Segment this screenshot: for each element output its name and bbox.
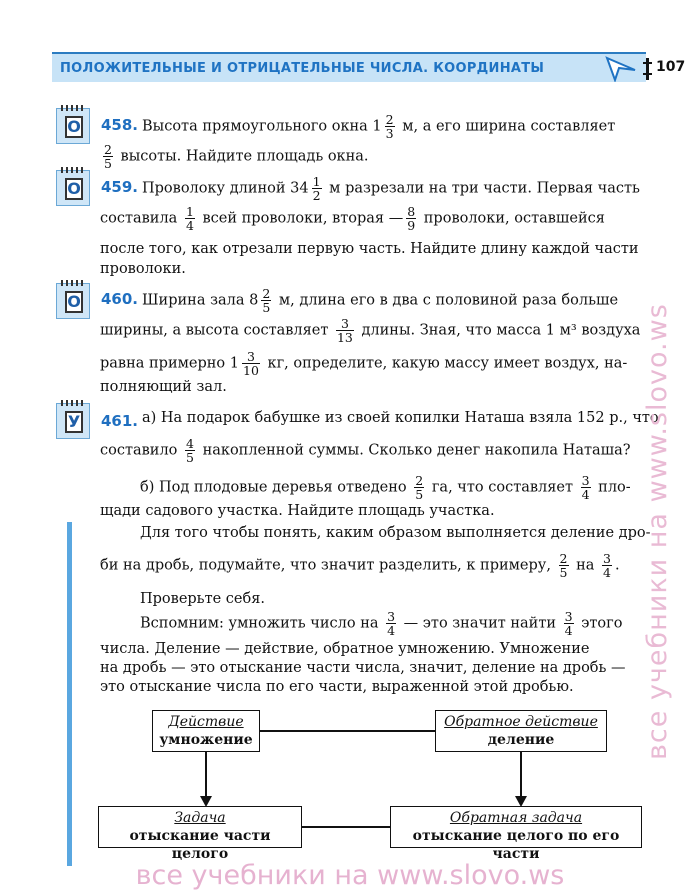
watermark-bottom: все учебники на www.slovo.ws xyxy=(135,860,565,891)
page-number: 107 xyxy=(656,59,686,75)
arrow-down-icon xyxy=(200,796,212,808)
sticker-letter: О xyxy=(65,116,83,138)
problem-line: щади садового участка. Найдите площадь участка. xyxy=(100,503,495,519)
problem-line: равна примерно 1 $\frac{3}{10}$ кг, определите, какую массу имеет воздух, на- xyxy=(100,349,628,378)
problem-line: б) Под плодовые деревья отведено $\frac{2}{5}$ га, что составляет $\frac{3}{4}$ пло- xyxy=(140,473,631,502)
diagram-box-action: Действие умножение xyxy=(152,710,260,752)
explanation-line: на дробь — это отыскание части числа, значит, деление на дробь — xyxy=(100,660,626,676)
sticker-icon xyxy=(56,108,90,144)
diagram-connector xyxy=(205,752,207,802)
diagram-connector xyxy=(520,752,522,802)
watermark-vertical: все учебники на www.slovo.ws xyxy=(642,303,673,760)
problem-line: а) На подарок бабушке из своей копилки Наташа взяла 152 р., что xyxy=(142,410,659,426)
diagram-connector xyxy=(260,730,435,732)
explanation-line: это отыскание числа по его части, выраженной этой дробью. xyxy=(100,679,574,695)
explanation-line: би на дробь, подумайте, что значит разделить, к примеру, $\frac{2}{5}$ на $\frac{3}{4}$ . xyxy=(100,551,620,580)
sticker-letter: О xyxy=(65,291,83,313)
problem-number: 459. xyxy=(101,178,139,196)
arrow-icon xyxy=(605,56,637,82)
arrow-down-icon xyxy=(515,796,527,808)
explanation-line: Для того чтобы понять, каким образом выполняется деление дро- xyxy=(140,525,651,541)
explanation-line: числа. Деление — действие, обратное умножению. Умножение xyxy=(100,641,590,657)
page-header xyxy=(52,52,686,82)
problem-line: Проволоку длиной 34 $\frac{1}{2}$ м разрезали на три части. Первая часть xyxy=(142,174,640,203)
problem-line: составило $\frac{4}{5}$ накопленной суммы. Сколько денег накопила Наташа? xyxy=(100,436,631,465)
problem-line: ширины, а высота составляет $\frac{3}{13}$ длины. Зная, что масса 1 м³ воздуха xyxy=(100,316,641,345)
problem-line: $\frac{2}{5}$ высоты. Найдите площадь окна. xyxy=(104,142,369,171)
sticker-letter: О xyxy=(65,178,83,200)
problem-line: проволоки. xyxy=(100,261,186,277)
diagram-box-task: Задача отыскание части целого xyxy=(98,806,302,848)
problem-number: 460. xyxy=(101,290,139,308)
diagram-box-inverse-task: Обратная задача отыскание целого по его части xyxy=(390,806,642,848)
sidebar-rule xyxy=(67,522,72,866)
sticker-icon xyxy=(56,403,90,439)
problem-line: составила $\frac{1}{4}$ всей проволоки, вторая — $\frac{8}{9}$ проволоки, оставшейся xyxy=(100,204,605,233)
problem-number: 461. xyxy=(101,412,139,430)
problem-line: Высота прямоугольного окна 1 $\frac{2}{3}$ м, а его ширина составляет xyxy=(142,112,616,141)
header-title: ПОЛОЖИТЕЛЬНЫЕ И ОТРИЦАТЕЛЬНЫЕ ЧИСЛА. КООРДИНАТЫ xyxy=(60,61,545,76)
sticker-icon xyxy=(56,170,90,206)
sticker-letter: У xyxy=(65,411,83,433)
problem-number: 458. xyxy=(101,116,139,134)
problem-line: Ширина зала 8 $\frac{2}{5}$ м, длина его в два с половиной раза больше xyxy=(142,286,619,315)
problem-line: полняющий зал. xyxy=(100,379,227,395)
explanation-line: Вспомним: умножить число на $\frac{3}{4}$ — это значит найти $\frac{3}{4}$ этого xyxy=(140,609,623,638)
diagram-connector xyxy=(302,826,390,828)
problem-line: после того, как отрезали первую часть. Найдите длину каждой части xyxy=(100,241,639,257)
sticker-icon xyxy=(56,283,90,319)
explanation-line: Проверьте себя. xyxy=(140,591,265,607)
diagram-box-inverse-action: Обратное действие деление xyxy=(435,710,607,752)
